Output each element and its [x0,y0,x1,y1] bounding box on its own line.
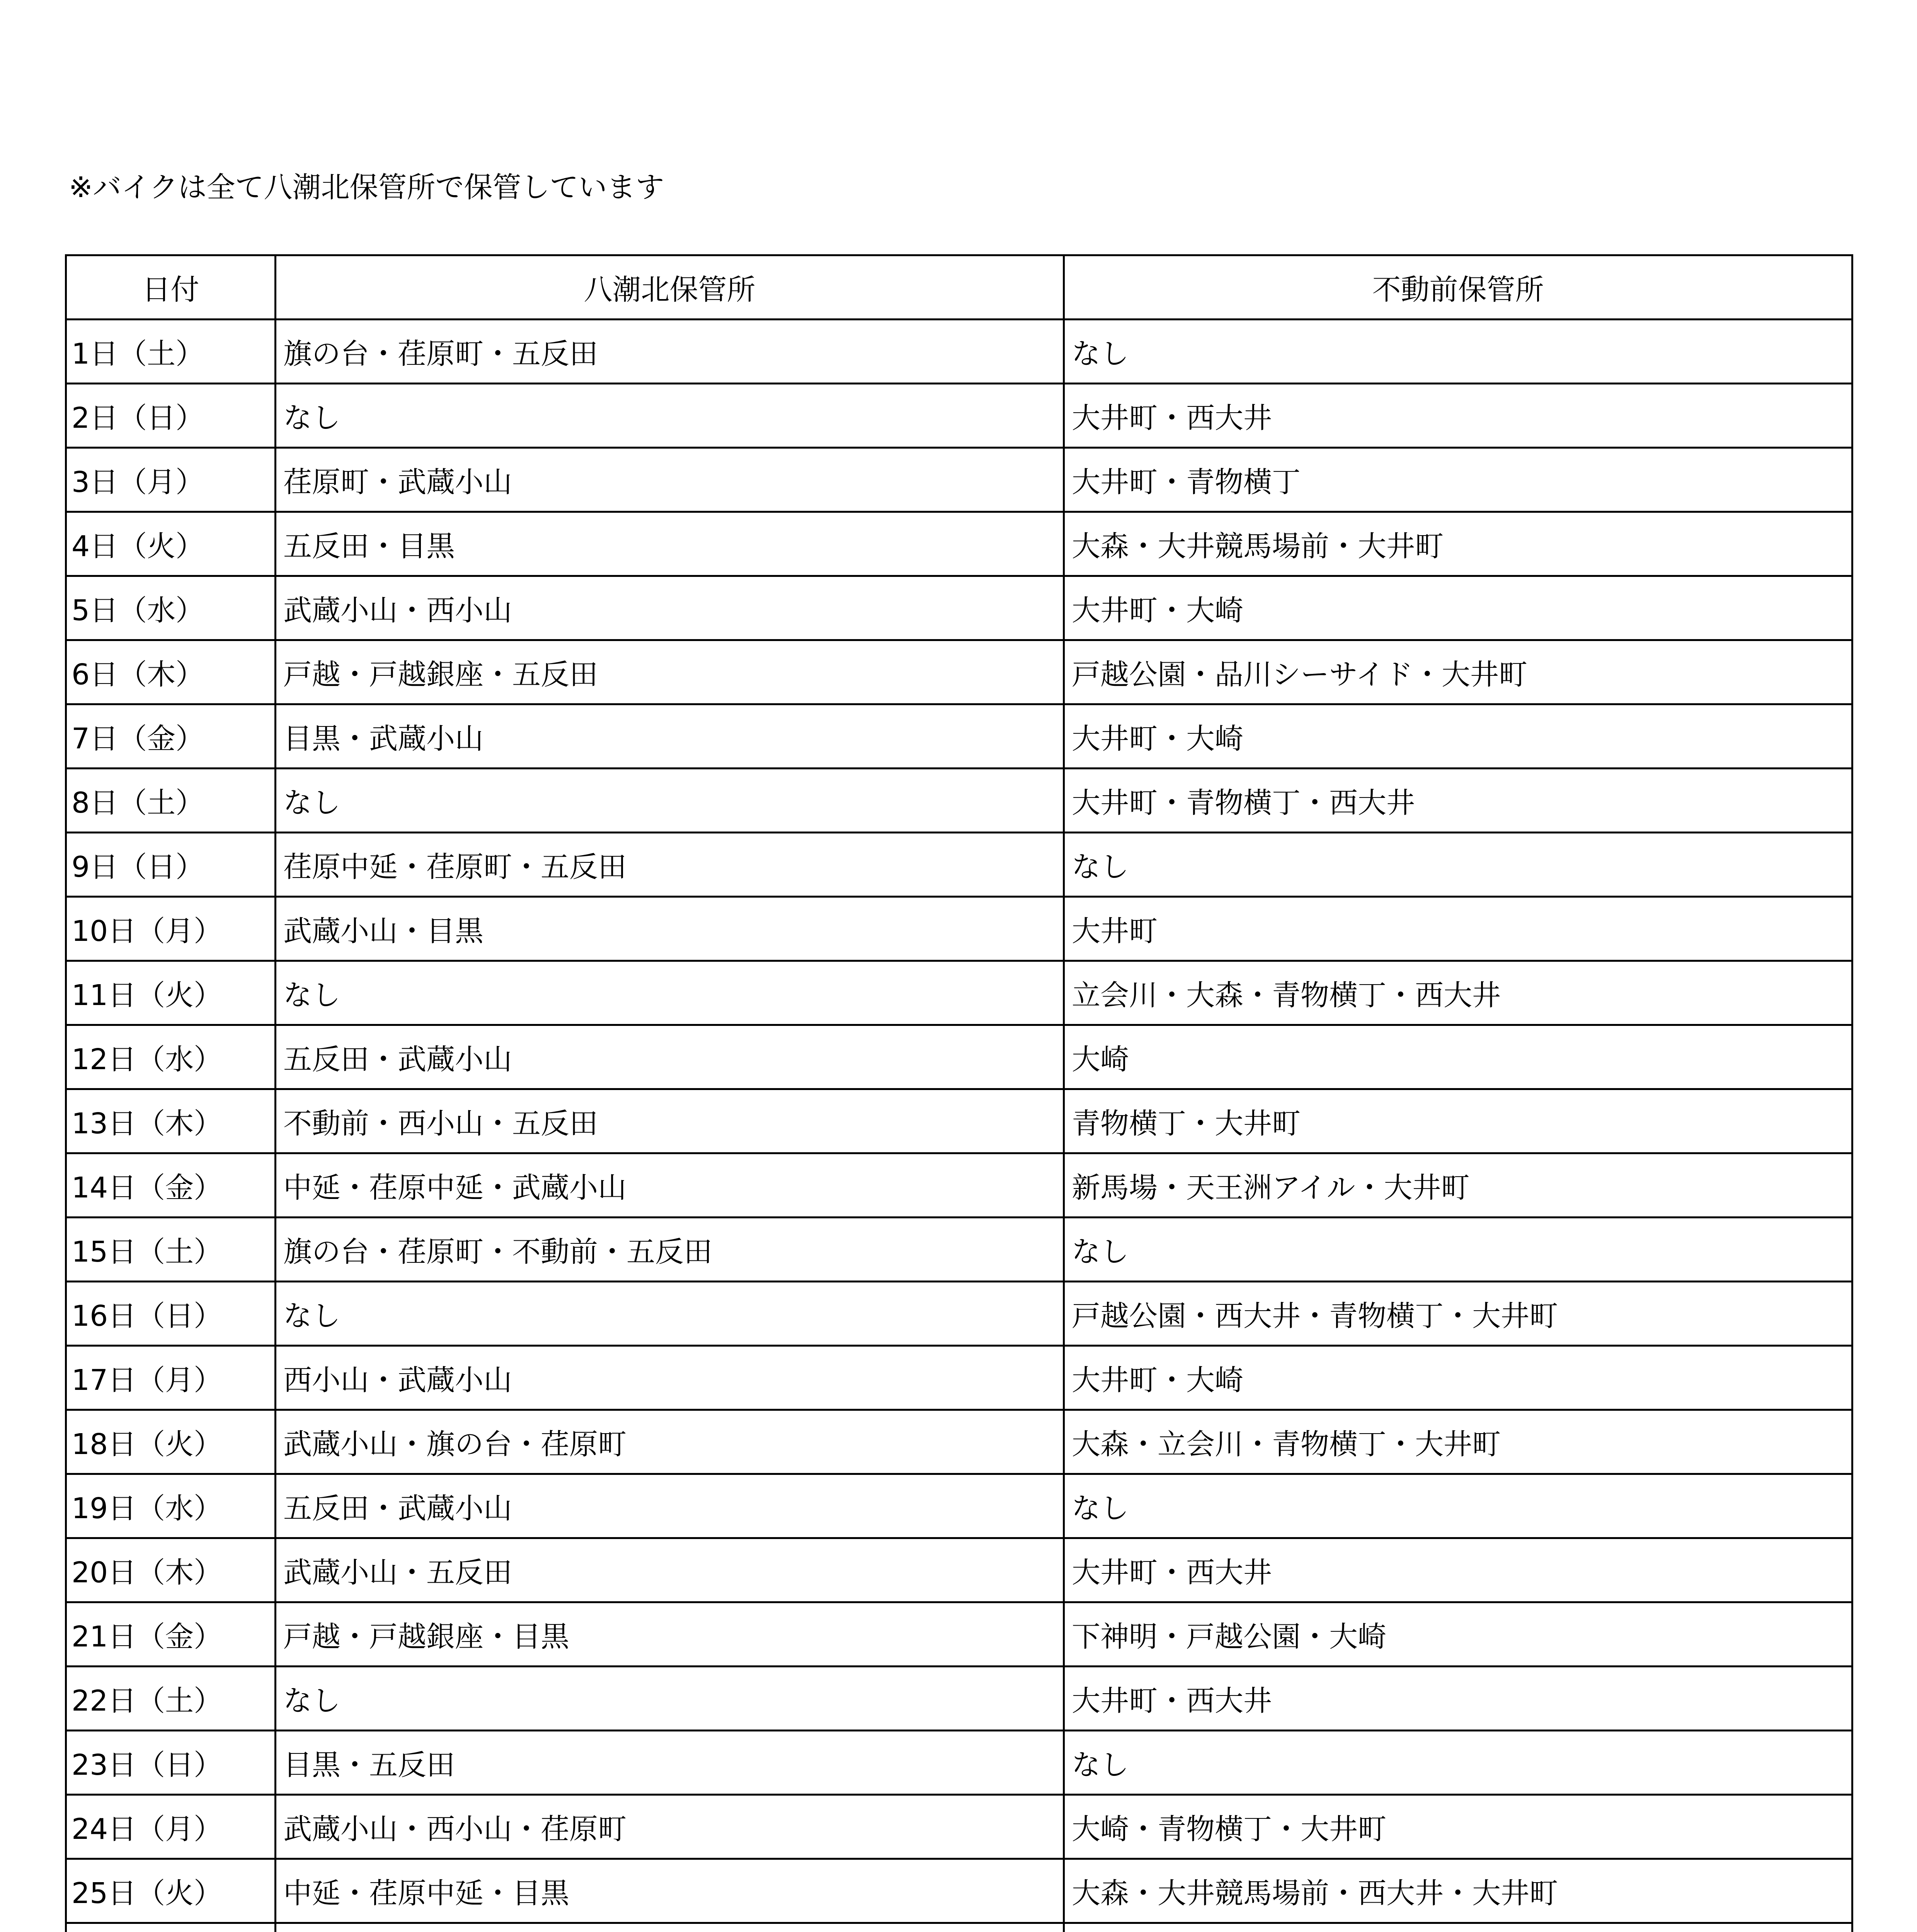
fudomae-cell: 下神明・戸越公園・大崎 [1064,1602,1852,1667]
table-row [66,833,1852,897]
yashio-kita-cell: 荏原町・武蔵小山 [276,448,1064,512]
fudomae-cell: なし [1064,833,1852,897]
date-cell: 19日（水） [66,1474,276,1538]
date-cell: 11日（火） [66,961,276,1025]
fudomae-cell: 大井町・西大井 [1064,384,1852,448]
fudomae-cell: 戸越公園・西大井・青物横丁・大井町 [1064,1282,1852,1346]
fudomae-cell: なし [1064,1474,1852,1538]
date-cell: 5日（水） [66,576,276,640]
fudomae-cell: 大森・立会川・青物横丁・大井町 [1064,1410,1852,1474]
table-row [66,1538,1852,1602]
header-date: 日付 [66,255,276,320]
yashio-kita-cell: 武蔵小山・西小山 [276,576,1064,640]
table-row [66,1923,1852,1932]
table-row [66,512,1852,576]
yashio-kita-cell: 目黒・武蔵小山 [276,704,1064,769]
date-cell: 4日（火） [66,512,276,576]
table-row [66,1474,1852,1538]
date-cell: 3日（月） [66,448,276,512]
table-row [66,1410,1852,1474]
table-row [66,1731,1852,1795]
fudomae-cell: 大崎・青物横丁・大井町 [1064,1795,1852,1859]
fudomae-cell: 大井町・西大井 [1064,1538,1852,1602]
table-row [66,897,1852,961]
fudomae-cell: 新馬場・天王洲アイル・大井町 [1064,1153,1852,1218]
date-cell: 18日（火） [66,1410,276,1474]
fudomae-cell: なし [1064,320,1852,384]
yashio-kita-cell: なし [276,1282,1064,1346]
yashio-kita-cell: 旗の台・荏原町・五反田 [276,320,1064,384]
table-row [66,640,1852,704]
date-cell: 9日（日） [66,833,276,897]
yashio-kita-cell [276,1923,1064,1932]
table-row [66,1153,1852,1218]
fudomae-cell: なし [1064,1218,1852,1282]
fudomae-cell: 大井町 [1064,897,1852,961]
fudomae-cell: なし [1064,1731,1852,1795]
yashio-kita-cell: なし [276,384,1064,448]
table-row [66,1282,1852,1346]
date-cell: 7日（金） [66,704,276,769]
yashio-kita-cell: 五反田・目黒 [276,512,1064,576]
yashio-kita-cell: 五反田・武蔵小山 [276,1025,1064,1089]
date-cell: 25日（火） [66,1859,276,1923]
fudomae-cell: 大森・大井競馬場前・西大井・大井町 [1064,1859,1852,1923]
yashio-kita-cell: 西小山・武蔵小山 [276,1346,1064,1410]
bike-storage-schedule-table [65,254,1853,1932]
table-row [66,448,1852,512]
yashio-kita-cell: 武蔵小山・西小山・荏原町 [276,1795,1064,1859]
yashio-kita-cell: 荏原中延・荏原町・五反田 [276,833,1064,897]
table-row [66,320,1852,384]
yashio-kita-cell: 五反田・武蔵小山 [276,1474,1064,1538]
fudomae-cell: 大井町・西大井 [1064,1667,1852,1731]
header-fudomae-storage: 不動前保管所 [1064,255,1852,320]
yashio-kita-cell: 戸越・戸越銀座・目黒 [276,1602,1064,1667]
date-cell: 6日（木） [66,640,276,704]
table-row [66,1346,1852,1410]
fudomae-cell: 大井町・大崎 [1064,576,1852,640]
yashio-kita-cell: 武蔵小山・目黒 [276,897,1064,961]
fudomae-cell: 大森・大井競馬場前・大井町 [1064,512,1852,576]
table-row [66,384,1852,448]
table-row [66,1795,1852,1859]
table-row [66,1667,1852,1731]
yashio-kita-cell: なし [276,961,1064,1025]
table-row [66,1218,1852,1282]
header-yashio-kita-storage: 八潮北保管所 [276,255,1064,320]
fudomae-cell: 大井町・大崎 [1064,1346,1852,1410]
table-row [66,769,1852,833]
date-cell: 12日（水） [66,1025,276,1089]
table-header-row [66,255,1852,320]
yashio-kita-cell: 旗の台・荏原町・不動前・五反田 [276,1218,1064,1282]
fudomae-cell: 大井町・大崎 [1064,704,1852,769]
date-cell: 20日（木） [66,1538,276,1602]
yashio-kita-cell: 不動前・西小山・五反田 [276,1089,1064,1153]
date-cell [66,1923,276,1932]
yashio-kita-cell: 戸越・戸越銀座・五反田 [276,640,1064,704]
date-cell: 10日（月） [66,897,276,961]
date-cell: 14日（金） [66,1153,276,1218]
fudomae-cell: 大井町・青物横丁・西大井 [1064,769,1852,833]
yashio-kita-cell: 中延・荏原中延・武蔵小山 [276,1153,1064,1218]
date-cell: 1日（土） [66,320,276,384]
date-cell: 17日（月） [66,1346,276,1410]
date-cell: 16日（日） [66,1282,276,1346]
yashio-kita-cell: 武蔵小山・旗の台・荏原町 [276,1410,1064,1474]
date-cell: 21日（金） [66,1602,276,1667]
date-cell: 23日（日） [66,1731,276,1795]
fudomae-cell: 大崎 [1064,1025,1852,1089]
table-row [66,704,1852,769]
yashio-kita-cell: 目黒・五反田 [276,1731,1064,1795]
yashio-kita-cell: なし [276,769,1064,833]
fudomae-cell [1064,1923,1852,1932]
table-row [66,1602,1852,1667]
date-cell: 8日（土） [66,769,276,833]
table-row [66,1859,1852,1923]
table-row [66,961,1852,1025]
date-cell: 22日（土） [66,1667,276,1731]
table-row [66,576,1852,640]
date-cell: 24日（月） [66,1795,276,1859]
date-cell: 2日（日） [66,384,276,448]
storage-note: ※バイクは全て八潮北保管所で保管しています [69,171,664,204]
yashio-kita-cell: 武蔵小山・五反田 [276,1538,1064,1602]
fudomae-cell: 戸越公園・品川シーサイド・大井町 [1064,640,1852,704]
yashio-kita-cell: 中延・荏原中延・目黒 [276,1859,1064,1923]
date-cell: 13日（木） [66,1089,276,1153]
yashio-kita-cell: なし [276,1667,1064,1731]
fudomae-cell: 大井町・青物横丁 [1064,448,1852,512]
table-row [66,1025,1852,1089]
fudomae-cell: 青物横丁・大井町 [1064,1089,1852,1153]
date-cell: 15日（土） [66,1218,276,1282]
table-body [66,320,1852,1932]
table-row [66,1089,1852,1153]
fudomae-cell: 立会川・大森・青物横丁・西大井 [1064,961,1852,1025]
